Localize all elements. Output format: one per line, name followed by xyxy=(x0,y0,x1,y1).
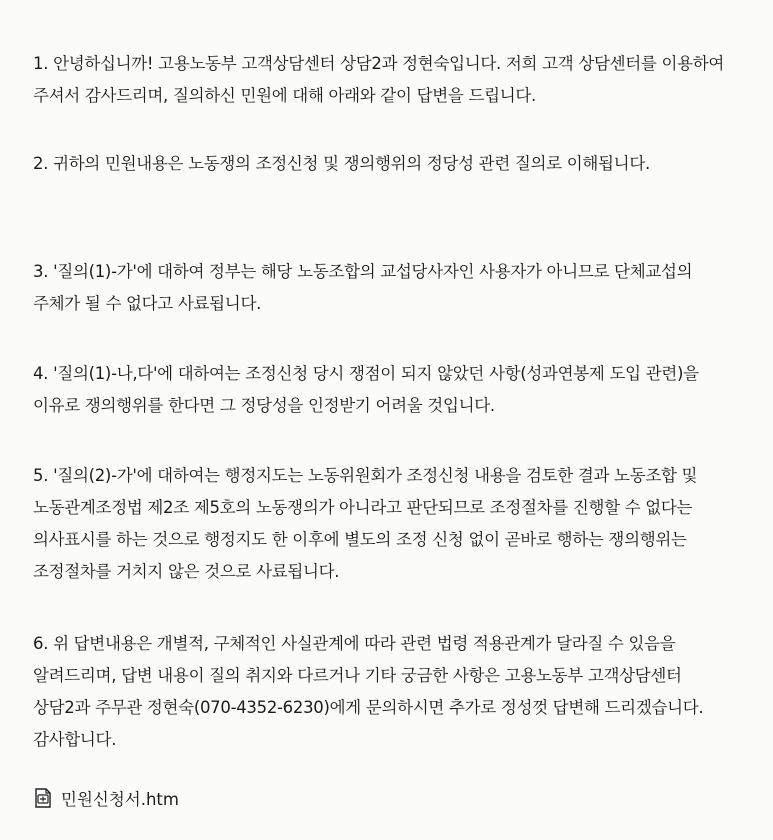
file-icon xyxy=(33,787,53,809)
attachment-filename[interactable]: 민원신청서.htm xyxy=(61,790,179,809)
paragraph-2: 2. 귀하의 민원내용은 노동쟁의 조정신청 및 쟁의행위의 정당성 관련 질의로 이해됩니다. xyxy=(33,154,650,173)
paragraph-4: 4. '질의(1)-나,다'에 대하여는 조정신청 당시 쟁점이 되지 않았던 사항(성과연봉제 도입 관련)을 이유로 쟁의행위를 한다면 그 정당성을 인정받기 어려울 것입니다. xyxy=(33,364,699,415)
paragraph-1: 1. 안녕하십니까! 고용노동부 고객상담센터 상담2과 정현숙입니다. 저희 고객 상담센터를 이용하여 주셔서 감사드리며, 질의하신 민원에 대해 아래와 같이 답변을 드립니다. xyxy=(33,54,725,105)
paragraph-3: 3. '질의(1)-가'에 대하여 정부는 해당 노동조합의 교섭당사자인 사용자가 아니므로 단체교섭의 주체가 될 수 없다고 사료됩니다. xyxy=(33,262,693,313)
paragraph-5: 5. '질의(2)-가'에 대하여는 행정지도는 노동위원회가 조정신청 내용을 검토한 결과 노동조합 및 노동관계조정법 제2조 제5호의 노동쟁의가 아니라고 판단되므로 조정절차를 진행할 수 없다는 의사표시를 하는 것으로 행정지도 한 이후에 별도의 조정 신청 없이 곧바로 행하는 쟁의행위는 조정절차를 거치지 않은 것으로 사료됩니다. xyxy=(33,466,698,581)
paragraph-6: 6. 위 답변내용은 개별적, 구체적인 사실관계에 따라 관련 법령 적용관계가 달라질 수 있음을 알려드리며, 답변 내용이 질의 취지와 다르거나 기타 궁금한 사항은 고용노동부 고객상담센터 상담2과 주무관 정현숙(070-4352-6230)에게 문의하시면 추가로 정성껏 답변해 드리겠습니다. 감사합니다. xyxy=(33,634,704,749)
attachment-link[interactable] xyxy=(33,783,179,813)
